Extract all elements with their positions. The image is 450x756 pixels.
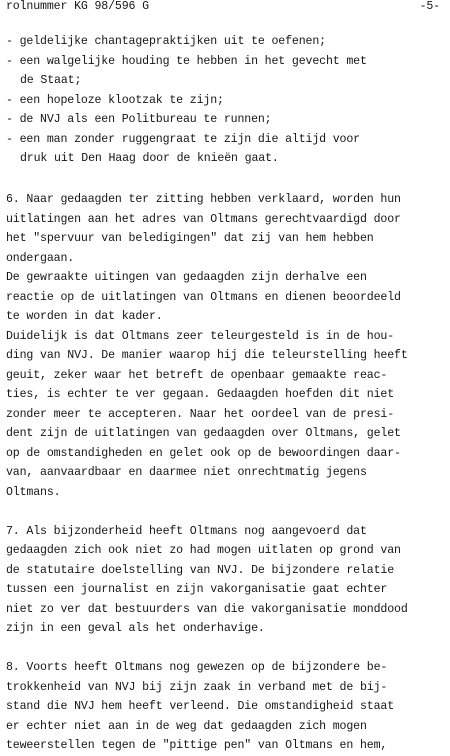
paragraph-line: niet zo ver dat bestuurders van die vakorganisatie monddood [6, 602, 408, 616]
page-header [6, 0, 442, 14]
paragraph-line: uitlatingen aan het adres van Oltmans gerechtvaardigd door [6, 212, 401, 226]
list-item-continuation: de Staat; [20, 74, 82, 87]
paragraph-line: 7. Als bijzonderheid heeft Oltmans nog aangevoerd dat [6, 524, 367, 538]
paragraph-gap [6, 169, 442, 189]
paragraph-line: ondergaan. [6, 251, 75, 265]
list-item: - een hopeloze klootzak te zijn; [6, 93, 224, 107]
paragraph-line: er echter niet aan in de weg dat gedaagden zich mogen [6, 719, 367, 733]
paragraph-line: trokkenheid van NVJ bij zijn zaak in verband met de bij- [6, 680, 388, 694]
paragraph-line: Duidelijk is dat Oltmans zeer teleurgesteld is in de hou- [6, 329, 395, 343]
paragraph-gap [6, 639, 442, 659]
list-item-continuation: druk uit Den Haag door de knieën gaat. [20, 152, 279, 165]
paragraph-line: van, aanvaardbaar en daarmee niet onrechtmatig jegens [6, 466, 367, 479]
page-number: -5- [419, 0, 440, 13]
paragraph-7 [6, 522, 442, 639]
paragraph-line: gedaagden zich ook niet zo had mogen uitlaten op grond van [6, 544, 401, 557]
list-item: - een walgelijke houding te hebben in het gevecht met [6, 54, 367, 68]
paragraph-line: het "spervuur van beledigingen" dat zij van hem hebben [6, 232, 374, 245]
paragraph-line: op de omstandigheden en gelet ook op de bewoordingen daar- [6, 446, 401, 460]
paragraph-line: stand die NVJ hem heeft verleend. Die omstandigheid staat [6, 700, 395, 713]
paragraph-line: reactie op de uitlatingen van Oltmans en dienen beoordeeld [6, 290, 401, 304]
paragraph-line: dent zijn de uitlatingen van gedaagden over Oltmans, gelet [6, 427, 401, 440]
paragraph-line: te worden in dat kader. [6, 310, 163, 323]
paragraph-line: ding van NVJ. De manier waarop hij die teleurstelling heeft [6, 349, 408, 362]
case-number: rolnummer KG 98/596 G [6, 0, 149, 13]
insult-list [6, 32, 442, 169]
paragraph-line: teweerstellen tegen de "pittige pen" van Oltmans en hem, [6, 739, 388, 752]
list-item: - de NVJ als een Politbureau te runnen; [6, 113, 272, 126]
paragraph-line: Oltmans. [6, 485, 61, 499]
paragraph-line: geuit, zeker waar het betreft de openbaar gemaakte reac- [6, 368, 388, 382]
paragraph-line: De gewraakte uitingen van gedaagden zijn derhalve een [6, 271, 367, 284]
paragraph-line: tussen een journalist en zijn vakorganisatie gaat echter [6, 583, 388, 596]
paragraph-line: zijn in een geval als het onderhavige. [6, 622, 265, 635]
paragraph-line: 8. Voorts heeft Oltmans nog gewezen op de bijzondere be- [6, 661, 388, 674]
paragraph-6 [6, 190, 442, 502]
paragraph-8 [6, 658, 442, 756]
paragraph-line: 6. Naar gedaagden ter zitting hebben verklaard, worden hun [6, 193, 401, 206]
paragraph-line: ties, is echter te ver gegaan. Gedaagden hoefden dit niet [6, 388, 395, 401]
paragraph-line: zonder meer te accepteren. Naar het oordeel van de presi- [6, 407, 395, 421]
paragraph-line: de statutaire doelstelling van NVJ. De bijzondere relatie [6, 563, 395, 577]
paragraph-gap [6, 502, 442, 522]
list-item: - geldelijke chantagepraktijken uit te oefenen; [6, 35, 326, 48]
list-item: - een man zonder ruggengraat te zijn die altijd voor [6, 132, 360, 146]
